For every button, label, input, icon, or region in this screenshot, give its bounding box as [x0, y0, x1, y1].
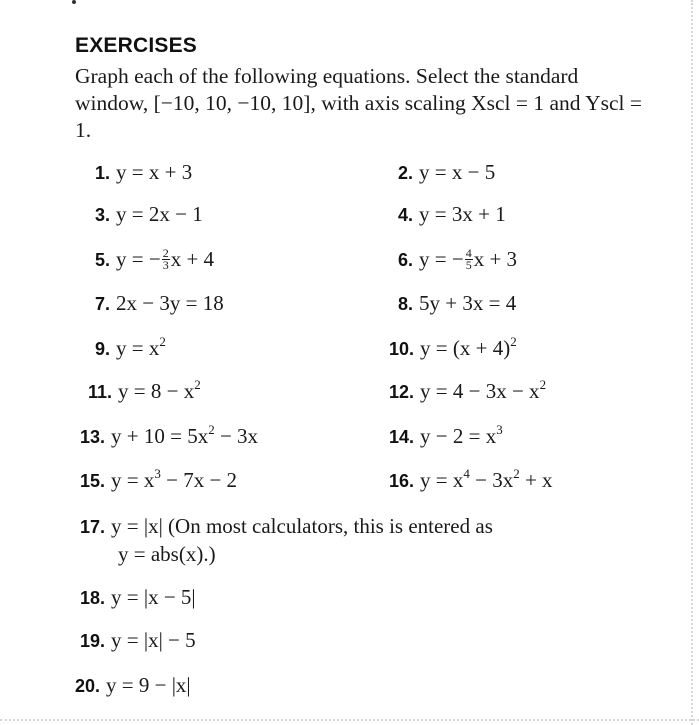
exercise-12: 12. $y = 4 - 3x - x^2$	[389, 377, 547, 403]
exercise-8: 8. 5y + 3x = 4	[398, 291, 517, 315]
bottom-dotted-border	[0, 719, 699, 721]
fraction: $\frac{2}{3}$	[162, 245, 169, 272]
exercise-17: 17. y = |x| (On most calculators, this is entered as	[80, 514, 493, 538]
exercise-1: 1. y = x + 3	[95, 160, 193, 184]
exercise-16: 16. $y = x^4 - 3x^2 + x$	[389, 466, 553, 492]
exercise-10: 10. $y = (x + 4)^2$	[389, 334, 517, 360]
exercise-7: 7. 2x − 3y = 18	[95, 291, 224, 315]
exercise-18: 18. y = |x − 5|	[80, 585, 196, 609]
exercise-13: 13. $y + 10 = 5x^2 - 3x$	[80, 422, 259, 448]
exercise-5: 5. y = − $\frac{2}{3}$ x + 4	[95, 245, 215, 272]
exercise-3: 3. y = 2x − 1	[95, 202, 203, 226]
exercise-14: 14. $y - 2 = x^3$	[389, 422, 503, 448]
right-dotted-border	[691, 0, 693, 725]
exercise-2: 2. y = x − 5	[398, 160, 496, 184]
exercise-4: 4. y = 3x + 1	[398, 202, 506, 226]
exercise-17-continuation: y = abs(x).)	[118, 542, 216, 566]
exercise-19: 19. y = |x| − 5	[80, 628, 196, 652]
instructions-text: Graph each of the following equations. Select the standard window, [−10, 10, −10, 10], with axis scaling Xscl = 1 and Yscl = 1.	[75, 64, 643, 142]
exercise-9: 9. $y = x^2$	[95, 334, 166, 360]
page-mark	[72, 0, 76, 4]
exercise-20: 20. y = 9 − |x|	[75, 673, 191, 697]
exercise-6: 6. y = − $\frac{4}{5}$ x + 3	[398, 245, 518, 272]
section-heading: EXERCISES	[75, 34, 198, 57]
fraction: $\frac{4}{5}$	[465, 245, 472, 272]
exercise-11: 11. $y = 8 - x^2$	[88, 377, 201, 403]
exercise-15: 15. $y = x^3 - 7x - 2$	[80, 466, 238, 492]
